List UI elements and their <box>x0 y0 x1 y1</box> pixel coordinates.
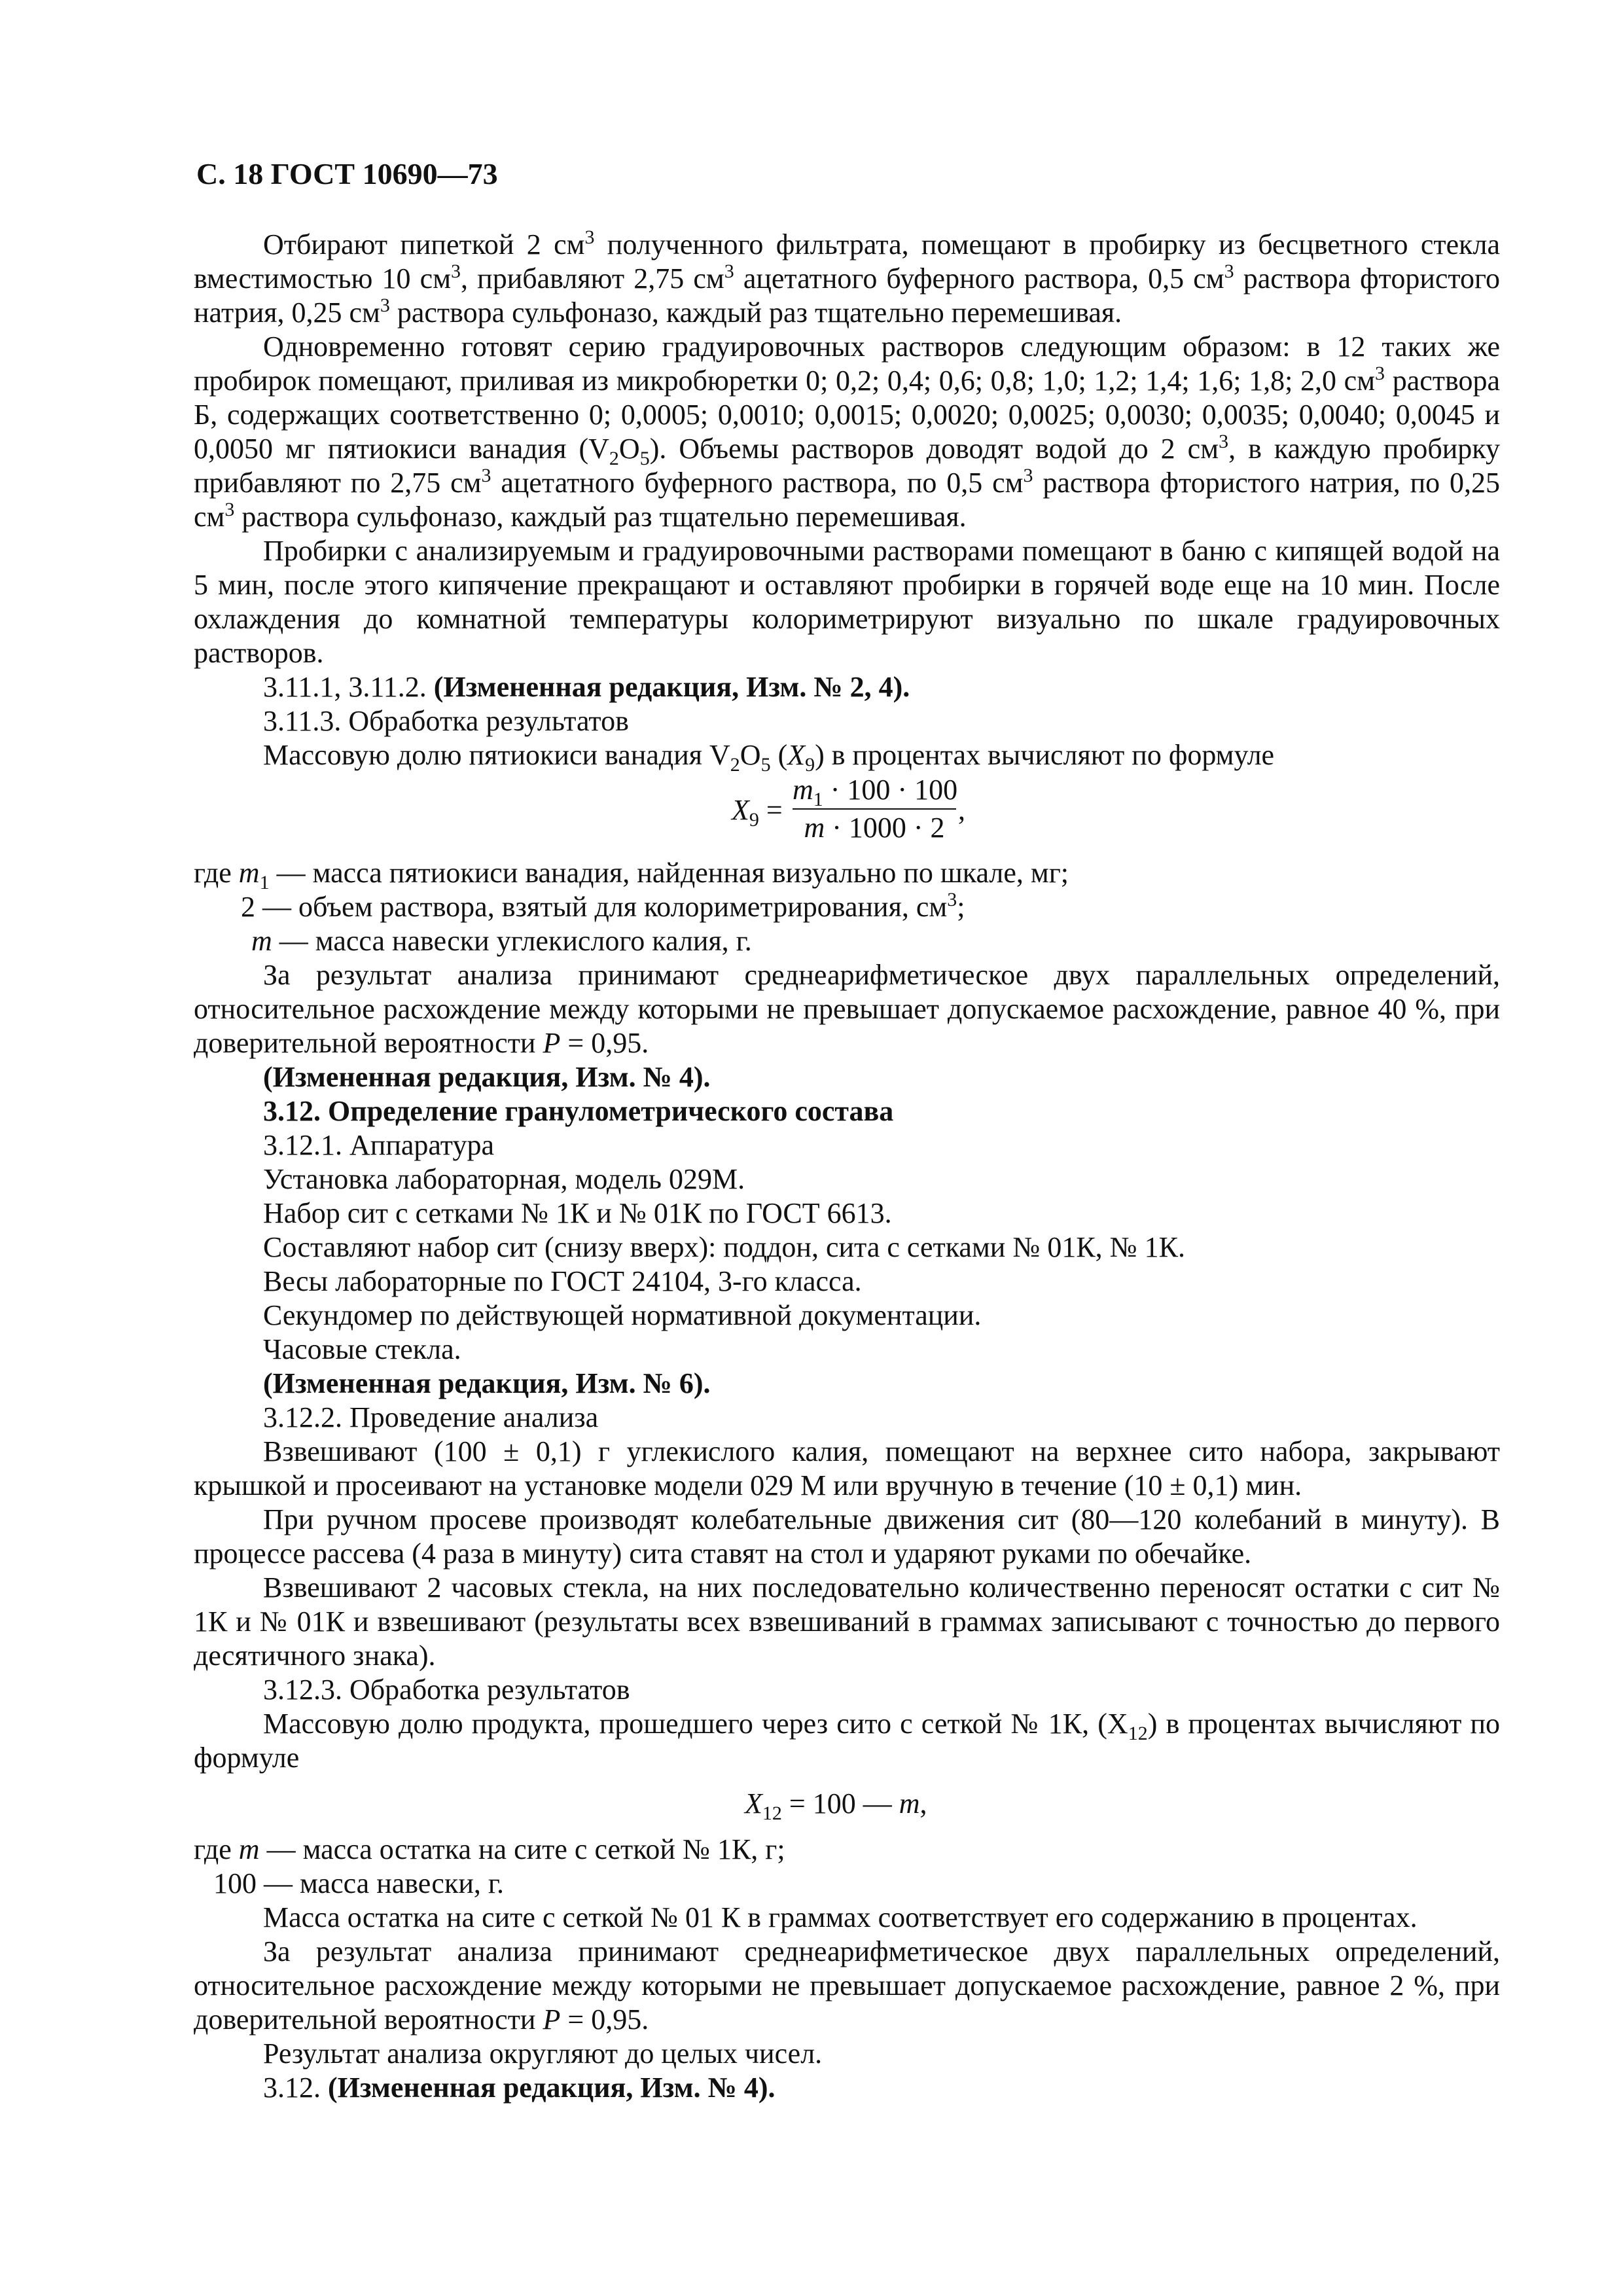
text: раствора фтористого натрия, по 0,25 см <box>194 467 1501 533</box>
subscript: 9 <box>805 754 815 776</box>
text: · 100 · 100 <box>823 774 958 806</box>
superscript: 3 <box>1023 465 1033 486</box>
where-m-residue <box>194 1833 1500 1867</box>
text: ацетатного буферного раствора, по 0,5 см <box>491 467 1024 499</box>
paragraph-watch-glasses: Взвешивают 2 часовых стекла, на них последовательно количественно переносят остатки с сит № 1К и № 01К и взвешивают (результаты всех взвешиваний в граммах записывают с точностью до первого десятичного знака). <box>194 1571 1500 1672</box>
subscript: 9 <box>749 809 759 831</box>
document-body <box>194 228 1500 2105</box>
text: — масса пятиокиси ванадия, найденная визуально по шкале, мг; <box>269 857 1069 889</box>
fraction-numerator <box>793 774 956 810</box>
subsection-3122: 3.12.2. Проведение анализа <box>263 1401 599 1433</box>
subscript: 5 <box>760 754 771 776</box>
paragraph-weighing: Взвешивают (100 ± 0,1) г углекислого калия, помещают на верхнее сито набора, закрывают крышкой и просеивают на установке модели 029 М или вручную в течение (10 ± 0,1) мин. <box>194 1435 1500 1501</box>
text: = 100 — <box>781 1787 899 1820</box>
text: O <box>740 739 761 771</box>
superscript: 3 <box>481 465 491 486</box>
superscript: 3 <box>380 295 390 316</box>
where-m1 <box>194 856 1500 893</box>
subscript: 1 <box>259 872 270 893</box>
text: — масса остатка на сите с сеткой № 1К, г; <box>259 1833 785 1865</box>
variable: m <box>238 1833 260 1865</box>
text: ). Объемы растворов доводят водой до 2 см <box>649 433 1219 465</box>
text: раствора сульфоназо, каждый раз тщательно перемешивая. <box>234 501 967 533</box>
formula-comma: , <box>919 1787 927 1820</box>
amendment-4: (Измененная редакция, Изм. № 4). <box>263 1061 711 1093</box>
superscript: 3 <box>1375 363 1385 384</box>
subsection-3123: 3.12.3. Обработка результатов <box>263 1674 630 1706</box>
text: = 0,95. <box>560 2003 649 2036</box>
amendment-6: (Измененная редакция, Изм. № 6). <box>263 1367 711 1399</box>
where-2: 2 — объем раствора, взятый для колориметрирования, $см^3$; <box>241 889 965 923</box>
variable: m <box>804 812 825 844</box>
formula-intro-product <box>194 1707 1500 1775</box>
text: , прибавляют 2,75 см <box>461 262 724 295</box>
text: где <box>194 857 239 889</box>
text: Массовую долю пятиокиси ванадия V <box>263 739 730 771</box>
text: , в каждую пробирку прибавляют по 2,75 см <box>194 433 1501 499</box>
variable: X <box>787 739 806 771</box>
text: ) в процентах вычисляют по формуле <box>815 739 1275 771</box>
text: — масса навески углекислого калия, г. <box>272 925 752 957</box>
text: где <box>194 1833 239 1865</box>
formula-x9 <box>194 774 1500 847</box>
paragraph-heating: Пробирки с анализируемым и градуировочными растворами помещают в баню с кипящей водой на 5 мин, после этого кипячение прекращают и оставляют пробирки в горячей воде еще на 10 мин. После охлаждения до комнатной температуры колориметрируют визуально по шкале градуировочных растворов. <box>194 535 1500 669</box>
text: За результат анализа принимают среднеарифметическое двух параллельных определений, относительное расхождение между которыми не превышает допускаемое расхождение, равное 40 %, при доверительной вероятности <box>194 959 1500 1059</box>
subscript: 12 <box>1128 1723 1148 1744</box>
equipment-item: Установка лабораторная, модель 029М. <box>263 1163 745 1195</box>
text: ) в процентах вычисляют по формуле <box>194 1708 1500 1774</box>
formula-expression <box>745 1787 927 1824</box>
formula-x12 <box>194 1782 1500 1823</box>
superscript: 3 <box>451 260 461 282</box>
subsection-3113: 3.11.3. Обработка результатов <box>263 705 629 737</box>
text: Отбирают пипеткой 2 см <box>263 228 585 260</box>
section-312-title: 3.12. Определение гранулометрического состава <box>263 1095 894 1127</box>
variable: P <box>543 2003 561 2036</box>
text: Одновременно готовят серию градуировочных растворов следующим образом: в 12 таких же пробирок помещают, приливая из микробюретки 0; 0,2; 0,4; 0,6; 0,8; 1,0; 1,2; 1,4; 1,6; 1,8; 2,0 см <box>194 331 1500 397</box>
superscript: 3 <box>724 260 734 282</box>
equipment-item: Набор сит с сетками № 1К и № 01К по ГОСТ 6613. <box>263 1197 892 1229</box>
formula-intro-vanadium <box>194 738 1500 776</box>
paragraph-result-40 <box>194 958 1500 1060</box>
text: За результат анализа принимают среднеарифметическое двух параллельных определений, относительное расхождение между которыми не превышает допускаемое расхождение, равное 2 %, при доверительной вероятности <box>194 1935 1500 2036</box>
text: ацетатного буферного раствора, 0,5 см <box>734 262 1224 295</box>
variable: X <box>745 1787 762 1820</box>
text: 2 — объем раствора, взятый для колориметрирования, см <box>241 891 948 923</box>
subscript: 5 <box>639 448 650 469</box>
variable: m <box>793 774 813 806</box>
superscript: 3 <box>584 226 595 248</box>
text: O <box>618 433 640 465</box>
paragraph-calibration-series <box>194 330 1500 534</box>
equipment-item: Часовые стекла. <box>263 1333 461 1365</box>
text: 3.12. <box>263 2072 328 2104</box>
formula-comma: , <box>958 794 965 826</box>
subsection-3121: 3.12.1. Аппаратура <box>263 1129 494 1161</box>
formula-fraction <box>793 774 956 846</box>
text: раствора сульфоназо, каждый раз тщательно перемешивая. <box>389 296 1122 329</box>
text: · 1000 · 2 <box>825 812 945 844</box>
amendment-3111 <box>194 670 1500 704</box>
paragraph-manual-sieving: При ручном просеве производят колебательные движения сит (80—120 колебаний в минуту). В процессе рассева (4 раза в минуту) сита ставят на стол и ударяют руками по обечайке. <box>194 1503 1500 1570</box>
subscript: 2 <box>609 448 619 469</box>
superscript: 3 <box>1219 431 1229 452</box>
paragraph-residue: Масса остатка на сите с сеткой № 01 К в граммах соответствует его содержанию в процентах. <box>263 1901 1418 1933</box>
paragraph-rounding: Результат анализа округляют до целых чисел. <box>263 2037 823 2070</box>
amendment-312 <box>194 2071 1500 2105</box>
formula-lhs <box>732 793 783 831</box>
paragraph-sample-preparation <box>194 228 1500 330</box>
subscript: 1 <box>813 789 823 810</box>
amendment-note: (Измененная редакция, Изм. № 4). <box>328 2072 776 2104</box>
subscript: 12 <box>762 1803 782 1824</box>
text: = 0,95. <box>560 1027 649 1059</box>
superscript: 3 <box>224 499 235 520</box>
equipment-item: Весы лабораторные по ГОСТ 24104, 3-го класса. <box>263 1265 862 1297</box>
text: 3.11.1, 3.11.2. <box>263 671 434 703</box>
text: раствора Б, содержащих соответственно 0; 0,0005; 0,0010; 0,0015; 0,0020; 0,0025; 0,0030; 0,0035; 0,0040; 0,0045 и 0,0050 мг пятиокиси ванадия (V <box>194 365 1501 465</box>
subscript: 2 <box>730 754 740 776</box>
text: полученного фильтрата, помещают в пробирку из бесцветного стекла вместимостью 10 см <box>194 228 1500 295</box>
equipment-item: Составляют набор сит (снизу вверх): поддон, сита с сетками № 01К, № 1К. <box>263 1231 1185 1263</box>
variable: P <box>543 1027 561 1059</box>
text: Массовую долю продукта, прошедшего через сито с сеткой № 1К, (X <box>263 1708 1128 1740</box>
where-m <box>194 924 1500 958</box>
page-header: С. 18 ГОСТ 10690—73 <box>196 157 498 190</box>
superscript: 3 <box>1224 260 1234 282</box>
variable: m <box>251 925 272 957</box>
variable: m <box>899 1787 920 1820</box>
equipment-item: Секундомер по действующей нормативной документации. <box>263 1299 982 1331</box>
superscript: 3 <box>947 889 957 910</box>
fraction-denominator <box>793 810 956 846</box>
variable: X <box>732 794 749 826</box>
text: раствора фтористого натрия, 0,25 см <box>194 262 1500 329</box>
where-100: 100 — масса навески, г. <box>213 1867 504 1899</box>
text: ( <box>770 739 788 771</box>
amendment-note: (Измененная редакция, Изм. № 2, 4). <box>433 671 910 703</box>
variable: m <box>238 857 260 889</box>
paragraph-result-2 <box>194 1935 1500 2037</box>
equals-sign: = <box>758 794 783 826</box>
